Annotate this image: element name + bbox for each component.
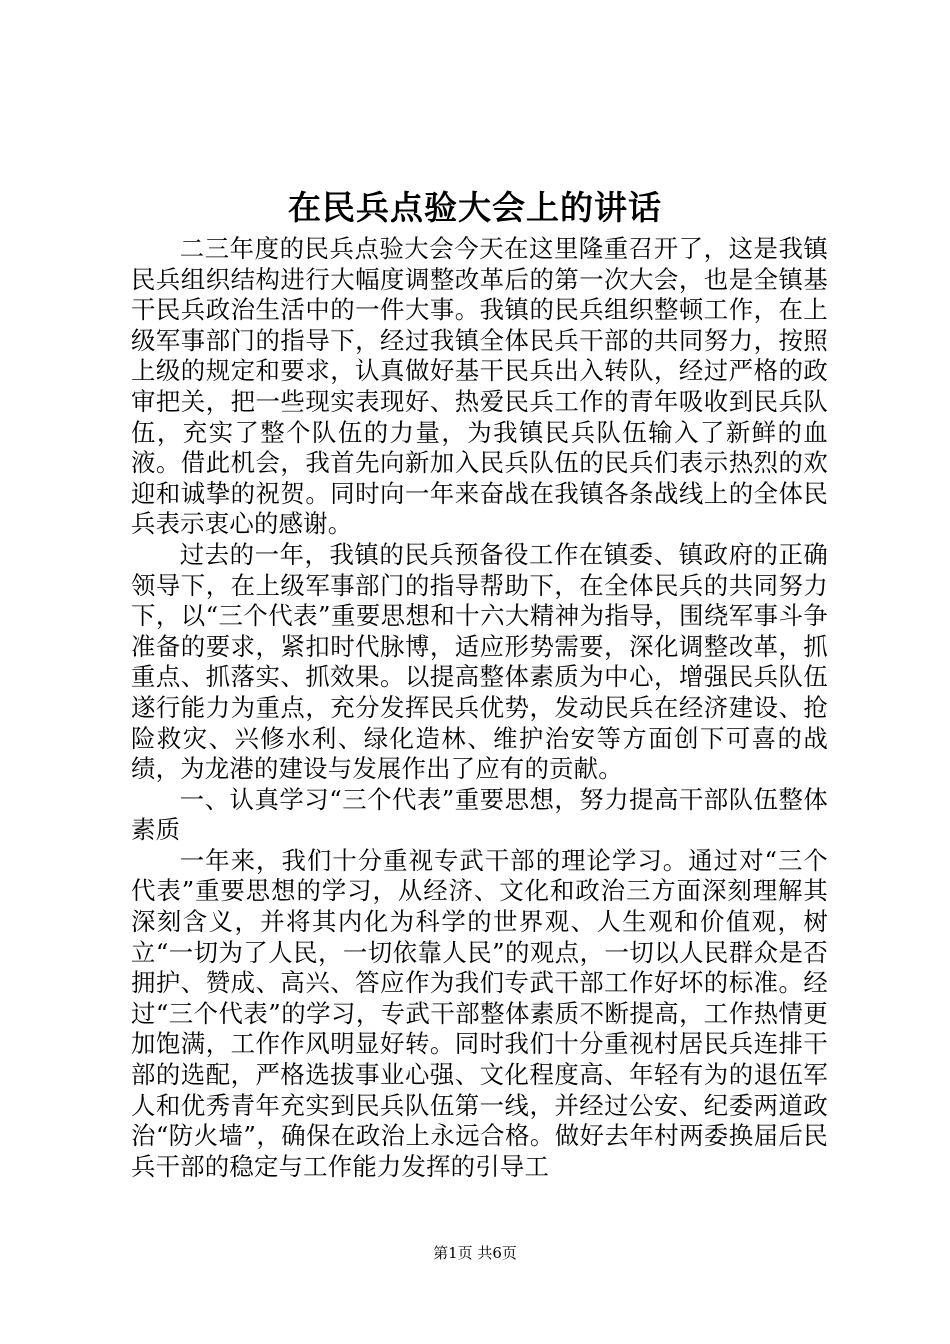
document-title: 在民兵点验大会上的讲话: [288, 188, 662, 227]
page-number-footer: 第1页 共6页: [433, 1244, 517, 1262]
paragraph-intro: 二三年度的民兵点验大会今天在这里隆重召开了，这是我镇民兵组织结构进行大幅度调整改革后的第一次大会，也是全镇基干民兵政治生活中的一件大事。我镇的民兵组织整顿工作，在上级军事部门的指导下，经过我镇全体民兵干部的共同努力，按照上级的规定和要求，认真做好基干民兵出入转队，经过严格的政审把关，把一些现实表现好、热爱民兵工作的青年吸收到民兵队伍，充实了整个队伍的力量，为我镇民兵队伍输入了新鲜的血液。借此机会，我首先向新加入民兵队伍的民兵们表示热烈的欢迎和诚挚的祝贺。同时向一年来奋战在我镇各条战线上的全体民兵表示衷心的感谢。: [131, 234, 828, 539]
section-heading-1: 一、认真学习“三个代表”重要思想，努力提高干部队伍整体素质: [131, 784, 828, 845]
paragraph-section-1: 一年来，我们十分重视专武干部的理论学习。通过对“三个代表”重要思想的学习，从经济、文化和政治三方面深刻理解其深刻含义，并将其内化为科学的世界观、人生观和价值观，树立“一切为了人民，一切依靠人民”的观点，一切以人民群众是否拥护、赞成、高兴、答应作为我们专武干部工作好坏的标准。经过“三个代表”的学习，专武干部整体素质不断提高，工作热情更加饱满，工作作风明显好转。同时我们十分重视村居民兵连排干部的选配，严格选拔事业心强、文化程度高、年轻有为的退伍军人和优秀青年充实到民兵队伍第一线，并经过公安、纪委两道政治“防火墙”，确保在政治上永远合格。做好去年村两委换届后民兵干部的稳定与工作能力发挥的引导工: [131, 845, 828, 1181]
document-body: [131, 234, 828, 1182]
paragraph-review: 过去的一年，我镇的民兵预备役工作在镇委、镇政府的正确领导下，在上级军事部门的指导帮助下，在全体民兵的共同努力下，以“三个代表”重要思想和十六大精神为指导，围绕军事斗争准备的要求，紧扣时代脉博，适应形势需要，深化调整改革，抓重点、抓落实、抓效果。以提高整体素质为中心，增强民兵队伍遂行能力为重点，充分发挥民兵优势，发动民兵在经济建设、抢险救灾、兴修水利、绿化造林、维护治安等方面创下可喜的战绩，为龙港的建设与发展作出了应有的贡献。: [131, 539, 828, 784]
